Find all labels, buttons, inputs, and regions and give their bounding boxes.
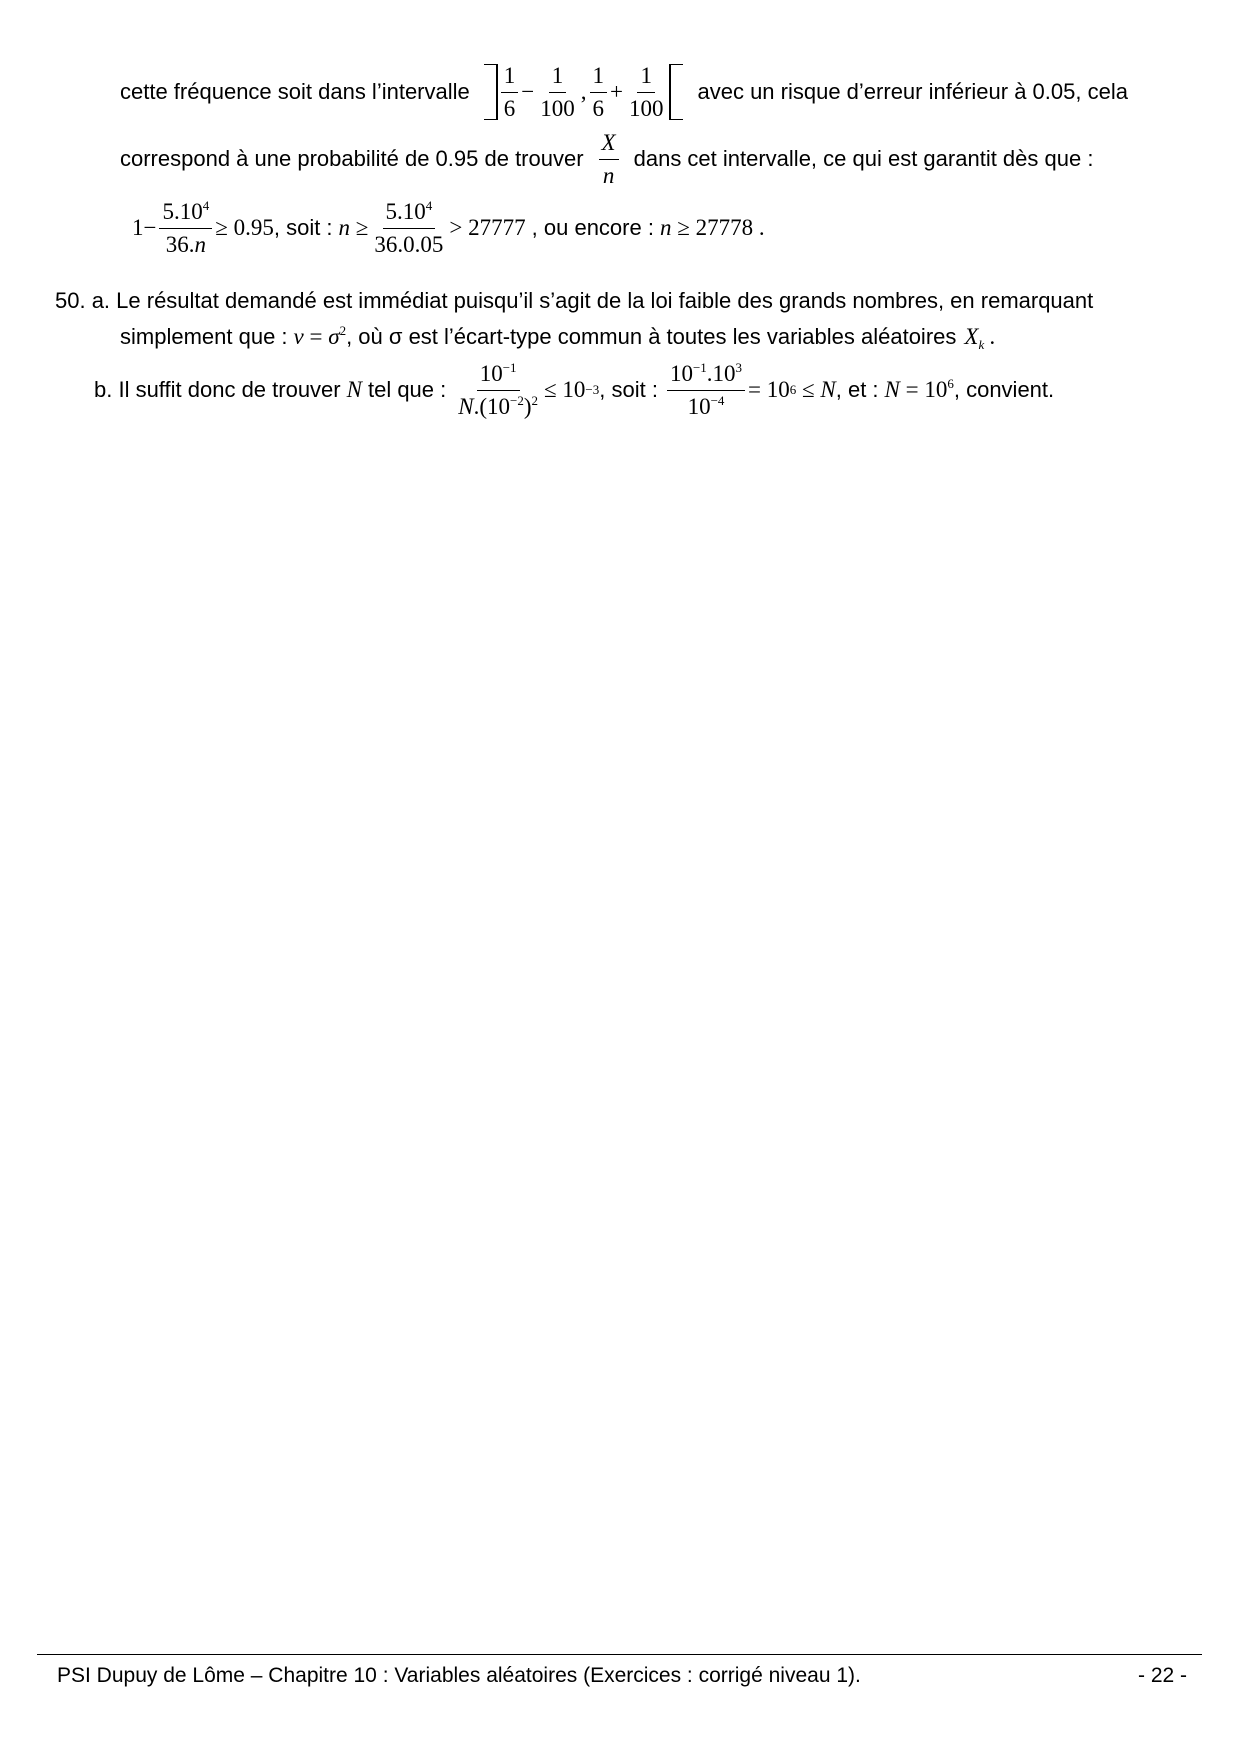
variable-xk: $X_k$ . — [964, 324, 996, 352]
text-line-5 — [120, 320, 996, 354]
footer-rule — [37, 1654, 1202, 1655]
line2-text-b: dans cet intervalle, ce qui est garantit dès que : — [633, 146, 1094, 171]
item-50b-et: , et : — [835, 377, 879, 402]
equality-formula: $\frac{10^{-1}.10^3}{10^{-4}}$ = 10 6 ≤ N — [664, 360, 836, 421]
inequality-formula-2: n ≥ $\frac{5.10^4}{36.0.05}$ > 27777 — [338, 197, 526, 257]
text-line-6 — [94, 357, 1054, 423]
footer-title: PSI Dupuy de Lôme – Chapitre 10 : Variables aléatoires (Exercices : corrigé niveau 1). — [57, 1664, 861, 1687]
item-50a-text: 50. a. Le résultat demandé est immédiat puisqu’il s’agit de la loi faible des grands nombres, en remarquant — [55, 288, 1094, 313]
text-line-2 — [120, 128, 1093, 190]
line5-text-a: simplement que : — [120, 324, 288, 349]
line3-soit: , soit : — [273, 215, 333, 240]
item-50b-soit: , soit : — [599, 377, 658, 402]
interval-formula: $\frac{1}{6}$ − $\frac{1}{100}$ , $\frac{1}{6}$ + $\frac{1}{100}$ — [484, 62, 684, 123]
line1-text-a: cette fréquence soit dans l’intervalle — [120, 79, 470, 104]
text-line-4 — [55, 286, 1093, 316]
line5-text-b: , où σ est l’écart-type commun à toutes les variables aléatoires — [346, 324, 957, 349]
line1-text-b: avec un risque d’erreur inférieur à 0.05, cela — [697, 79, 1128, 104]
variable-n-cap: N — [346, 377, 362, 402]
inequality-formula-4: $\frac{10^{-1}}{N.(10^{-2})^2}$ ≤ 10 −3 — [458, 359, 600, 419]
page-number: - 22 - — [1138, 1664, 1188, 1687]
inequality-formula-3: n ≥ 27778 . — [659, 215, 765, 240]
inequality-formula-1: 1− $\frac{5.10^4}{36.n}$ ≥ 0.95 — [132, 197, 274, 257]
variance-formula: $v = \sigma^2$ — [293, 323, 347, 349]
item-50b-text-a: b. Il suffit donc de trouver — [94, 377, 341, 402]
text-line-1 — [120, 62, 1128, 122]
n-value-formula: $N = 10^6$ — [884, 376, 954, 402]
line2-text-a: correspond à une probabilité de 0.95 de trouver — [120, 146, 584, 171]
item-50b-text-b: tel que : — [367, 377, 447, 402]
fraction-x-over-n: $\frac{X}{n}$ — [599, 129, 619, 190]
item-50b-convient: , convient. — [953, 377, 1055, 402]
line3-ou-encore: , ou encore : — [531, 215, 654, 240]
text-line-3 — [132, 197, 765, 259]
